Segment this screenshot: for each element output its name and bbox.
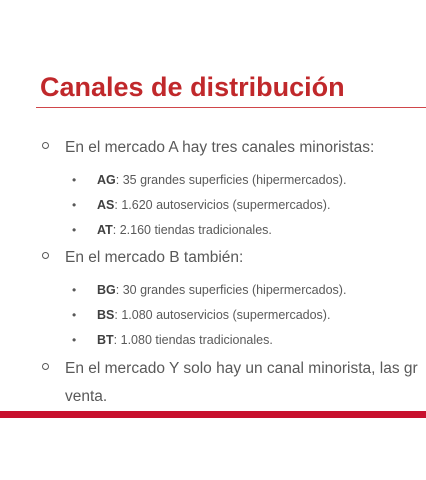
hollow-circle-bullet-icon [42,363,49,370]
dot-bullet-icon: • [72,173,77,187]
slide-title: Canales de distribución [40,72,345,102]
title-divider [36,107,426,108]
channel-code: BG [97,283,116,297]
dot-bullet-icon: • [72,333,77,347]
sub-bullet-text: : 35 grandes superficies (hipermercados). [115,173,347,187]
channel-code: BS [97,308,115,322]
bullet-text: En el mercado A hay tres canales minoristas: [65,139,375,156]
dot-bullet-icon: • [72,283,77,297]
dot-bullet-icon: • [72,223,77,237]
bullet-text: En el mercado Y solo hay un canal minorista, las gr [65,360,418,377]
sub-bullet-text: : 2.160 tiendas tradicionales. [112,223,272,237]
bullet-continuation-text: venta. [65,388,108,405]
sub-bullet-text: : 1.080 autoservicios (supermercados). [114,308,331,322]
channel-code: AS [97,198,115,212]
hollow-circle-bullet-icon [42,142,49,149]
dot-bullet-icon: • [72,198,77,212]
footer-accent-bar [0,411,426,418]
bullet-text: En el mercado B también: [65,249,244,266]
sub-bullet-text: : 1.080 tiendas tradicionales. [113,333,273,347]
channel-code: AG [97,173,116,187]
channel-code: AT [97,223,113,237]
dot-bullet-icon: • [72,308,77,322]
sub-bullet-text: : 30 grandes superficies (hipermercados). [115,283,347,297]
sub-bullet-text: : 1.620 autoservicios (supermercados). [114,198,331,212]
channel-code: BT [97,333,114,347]
hollow-circle-bullet-icon [42,252,49,259]
